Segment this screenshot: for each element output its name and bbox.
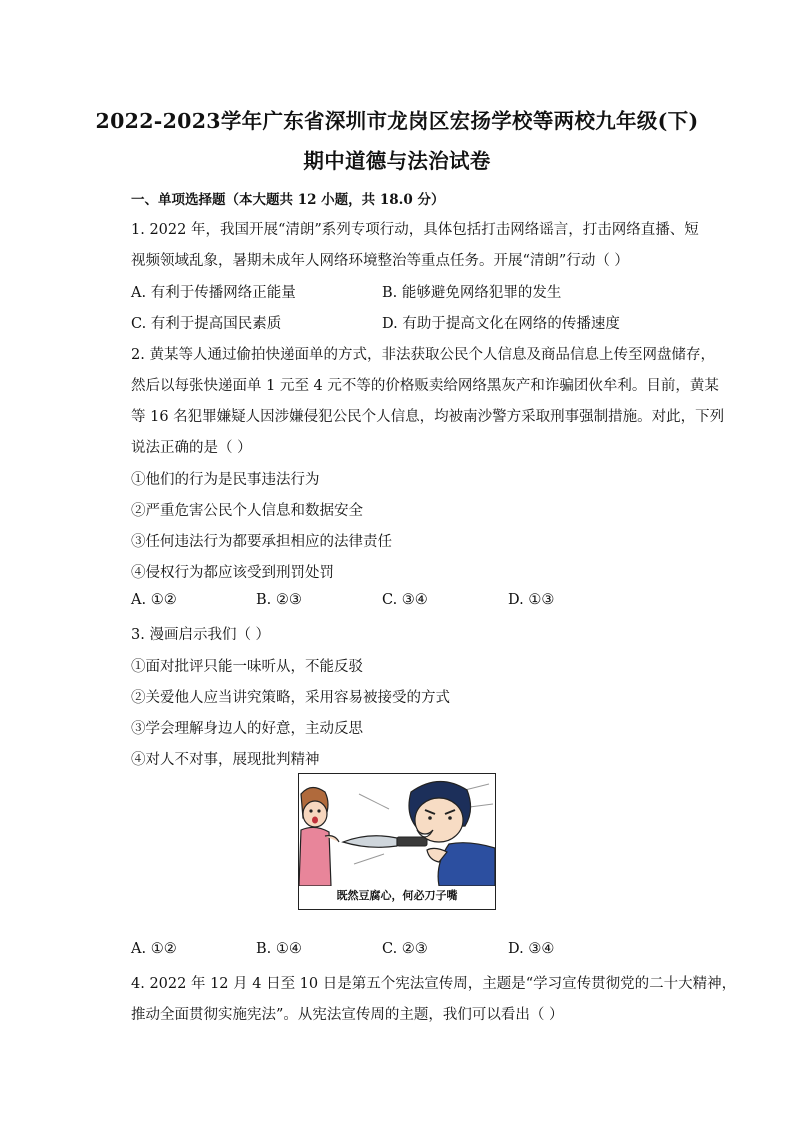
- exam-title-line1: 2022-2023学年广东省深圳市龙岗区宏扬学校等两校九年级(下): [95, 109, 699, 133]
- q2-option-c: C. ③④: [382, 592, 428, 608]
- q3-statement-3: ③学会理解身边人的好意，主动反思: [131, 721, 363, 737]
- q1-option-c: C. 有利于提高国民素质: [131, 316, 282, 332]
- q1-stem-line1: 1. 2022 年，我国开展“清朗”系列专项行动，具体包括打击网络谣言，打击网络直播、短: [131, 222, 699, 238]
- q2-option-d: D. ①③: [508, 592, 555, 608]
- q4-stem-line1: 4. 2022 年 12 月 4 日至 10 日是第五个宪法宣传周，主题是“学习宣传贯彻党的二十大精神，: [131, 976, 737, 992]
- q3-statement-2: ②关爱他人应当讲究策略，采用容易被接受的方式: [131, 690, 450, 706]
- q1-option-a: A. 有利于传播网络正能量: [131, 285, 296, 301]
- q3-statement-4: ④对人不对事，展现批判精神: [131, 752, 320, 768]
- q2-statement-4: ④侵权行为都应该受到刑罚处罚: [131, 565, 334, 581]
- comic-drawing: [299, 774, 495, 886]
- q1-option-d: D. 有助于提高文化在网络的传播速度: [382, 316, 620, 332]
- q2-statement-1: ①他们的行为是民事违法行为: [131, 472, 320, 488]
- woman-figure: [299, 787, 339, 886]
- q3-stem: 3. 漫画启示我们（ ）: [131, 627, 271, 643]
- q2-option-b: B. ②③: [256, 592, 302, 608]
- q3-option-c: C. ②③: [382, 941, 428, 957]
- q2-statement-3: ③任何违法行为都要承担相应的法律责任: [131, 534, 392, 550]
- q3-statement-1: ①面对批评只能一味听从，不能反驳: [131, 659, 363, 675]
- q2-stem-line4: 说法正确的是（ ）: [131, 440, 252, 456]
- comic-illustration: [298, 773, 496, 910]
- q2-option-a: A. ①②: [131, 592, 177, 608]
- q3-option-b: B. ①④: [256, 941, 302, 957]
- q3-option-d: D. ③④: [508, 941, 555, 957]
- q1-option-b: B. 能够避免网络犯罪的发生: [382, 285, 562, 301]
- comic-caption: 既然豆腐心，何必刀子嘴: [336, 889, 458, 902]
- exam-title-line2: 期中道德与法治试卷: [303, 149, 491, 173]
- man-figure: [409, 781, 495, 886]
- q2-stem-line2: 然后以每张快递面单 1 元至 4 元不等的价格贩卖给网络黑灰产和诈骗团伙牟利。目前，黄某: [131, 378, 719, 394]
- section-heading: 一、单项选择题（本大题共 12 小题，共 18.0 分）: [131, 192, 445, 208]
- q2-statement-2: ②严重危害公民个人信息和数据安全: [131, 503, 363, 519]
- q1-stem-line2: 视频领域乱象，暑期未成年人网络环境整治等重点任务。开展“清朗”行动（ ）: [131, 253, 629, 269]
- q4-stem-line2: 推动全面贯彻实施宪法”。从宪法宣传周的主题，我们可以看出（ ）: [131, 1007, 564, 1023]
- q3-option-a: A. ①②: [131, 941, 177, 957]
- knife-shape: [343, 836, 427, 848]
- q2-stem-line1: 2. 黄某等人通过偷拍快递面单的方式，非法获取公民个人信息及商品信息上传至网盘储存，: [131, 347, 715, 363]
- q2-stem-line3: 等 16 名犯罪嫌疑人因涉嫌侵犯公民个人信息，均被南沙警方采取刑事强制措施。对此，下列: [131, 409, 725, 425]
